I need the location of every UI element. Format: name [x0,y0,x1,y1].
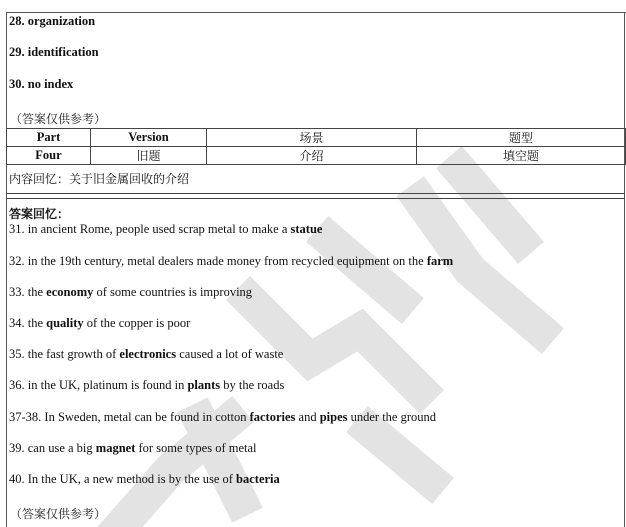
answer-33: 33. the economy of some countries is improving [9,285,253,299]
top-border [6,12,626,13]
reference-note-top: （答案仅供参考） [10,112,107,126]
reference-note-bottom: （答案仅供参考） [10,507,107,521]
cell-scene: 介绍 [207,147,417,165]
answer-key: quality [46,316,84,330]
answer-39: 39. can use a big magnet for some types of metal [9,441,257,455]
answer-key: electronics [119,347,177,361]
answer-heading: 答案回忆： [9,207,70,221]
answer-34: 34. the quality of the copper is poor [9,316,191,330]
header-version: Version [91,129,207,147]
section-divider [6,193,625,194]
table-row [7,147,626,165]
answer-40: 40. In the UK, a new method is by the use of bacteria [9,472,280,486]
answer-key: factories [249,410,296,424]
header-question-type: 题型 [417,129,626,147]
answer-key: statue [290,222,323,236]
right-border [624,12,625,527]
answer-29: 29. identification [9,45,99,59]
left-border [6,12,7,527]
header-part: Part [7,129,91,147]
content-recall: 内容回忆：关于旧金属回收的介绍 [9,172,190,186]
answer-30: 30. no index [9,77,74,91]
answer-key-2: pipes [319,410,348,424]
answer-key: farm [426,254,454,268]
answer-key: economy [46,285,94,299]
answer-31: 31. in ancient Rome, people used scrap metal to make a statue [9,222,323,236]
answer-28: 28. organization [9,14,96,28]
answer-32: 32. in the 19th century, metal dealers made money from recycled equipment on the farm [9,254,454,268]
header-scene: 场景 [207,129,417,147]
part-info-table [6,128,626,165]
section-divider-2 [6,198,625,199]
cell-question-type: 填空题 [417,147,626,165]
cell-version: 旧题 [91,147,207,165]
answer-35: 35. the fast growth of electronics caused a lot of waste [9,347,284,361]
table-header-row [7,129,626,147]
answer-37-38: 37-38. In Sweden, metal can be found in cotton factories and pipes under the ground [9,410,437,424]
answer-key: plants [187,378,221,392]
answer-36: 36. in the UK, platinum is found in plants by the roads [9,378,285,392]
cell-part: Four [7,147,91,165]
answer-key: bacteria [236,472,280,486]
answer-key: magnet [95,441,136,455]
